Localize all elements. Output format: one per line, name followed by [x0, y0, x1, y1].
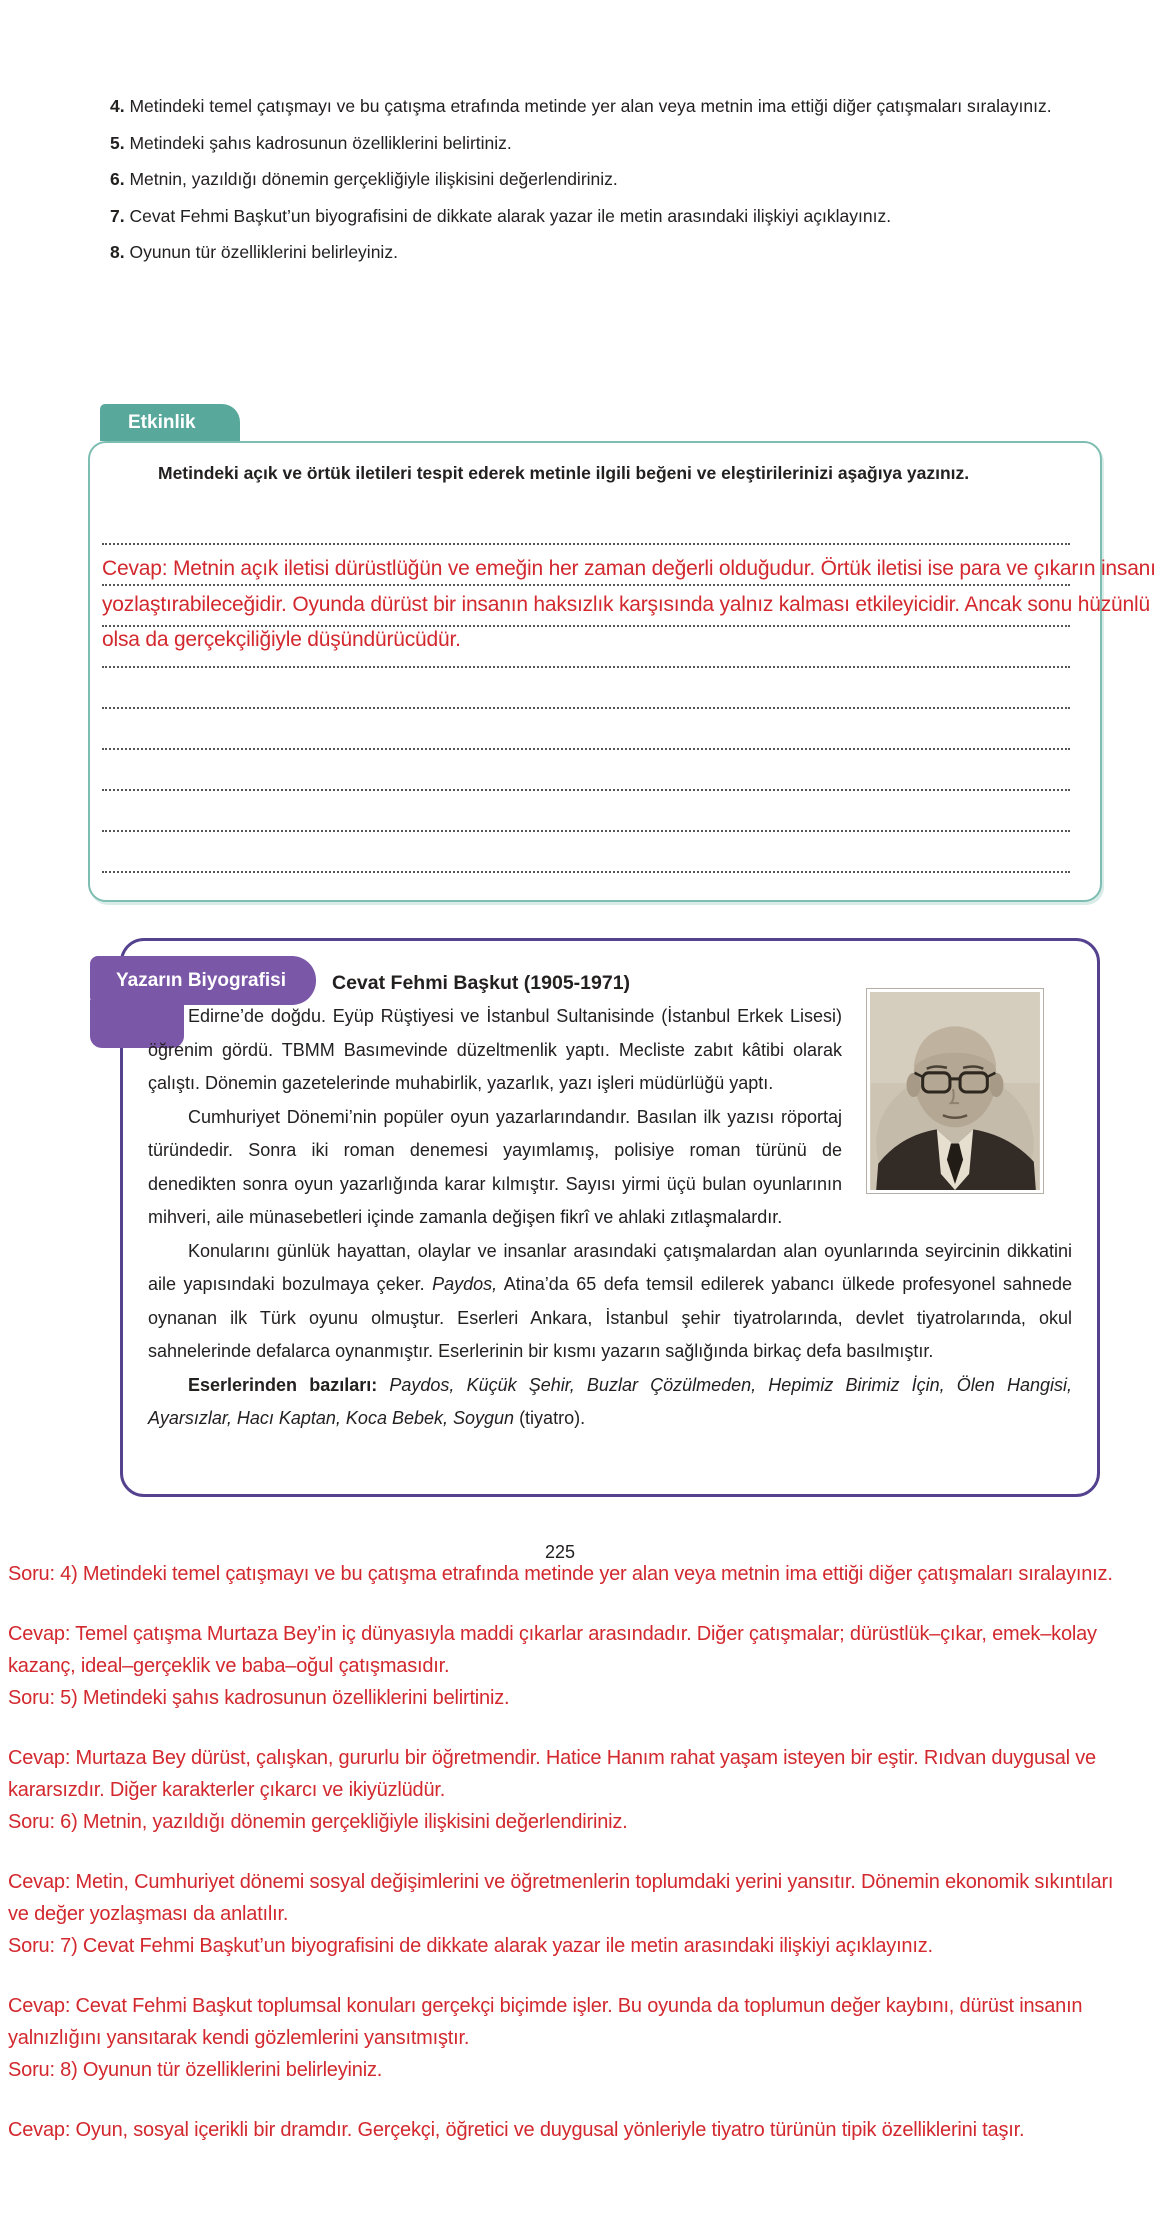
activity-tab: Etkinlik — [100, 404, 240, 441]
works-suffix: (tiyatro). — [519, 1408, 586, 1428]
works-label: Eserlerinden bazıları: — [188, 1374, 378, 1395]
works-list: Paydos, Küçük Şehir, Buzlar Çözülmeden, Hepimiz Birimiz İçin, Ölen Hangisi, Ayarsızlar, Hacı Kaptan, Koca Bebek, Soygun — [148, 1374, 1072, 1428]
question-number: 7. — [110, 205, 125, 226]
question-6 — [72, 161, 1098, 198]
paragraph-text: Konularını günlük hayattan, olaylar ve insanlar arasındaki çatışmalardan alan oyunlarında seyircinin dikkatini aile yapısındaki bozulmaya çeker. — [148, 1240, 1072, 1294]
work-title: Paydos, — [432, 1274, 498, 1294]
biography-paragraph-1: Edirne’de doğdu. Eyüp Rüştiyesi ve İstanbul Sultanisinde (İstanbul Erkek Lisesi) öğrenim gördü. TBMM Basımevinde düzeltmenlik yaptı. Mecliste zabıt kâtibi olarak çalıştı. Dönemin gazetelerinde muhabirlik, yazarlık, yazı işleri müdürlüğü yaptı. — [148, 1006, 842, 1093]
qa-question-8: Soru: 8) Oyunun tür özelliklerini belirleyiniz. — [8, 2059, 383, 2081]
biography-text — [148, 1000, 1072, 1436]
photo-wrap-spacer — [842, 1000, 1072, 1196]
question-8 — [72, 234, 1098, 271]
qa-answer-5: Cevap: Murtaza Bey dürüst, çalışkan, gururlu bir öğretmendir. Hatice Hanım rahat yaşam isteyen bir eştir. Rıdvan duygusal ve kararsızdır. Diğer karakterler çıkarcı ve ikiyüzlüdür. — [8, 1747, 1096, 1801]
qa-question-6: Soru: 6) Metnin, yazıldığı dönemin gerçekliğiyle ilişkisini değerlendiriniz. — [8, 1811, 628, 1833]
biography-title: Cevat Fehmi Başkut (1905-1971) — [332, 972, 631, 994]
qa-answer-8: Cevap: Oyun, sosyal içerikli bir dramdır. Gerçekçi, öğretici ve duygusal yönleriyle tiyatro türünün tipik özelliklerini taşır. — [8, 2119, 1025, 2141]
question-text: Metindeki temel çatışmayı ve bu çatışma etrafında metinde yer alan veya metnin ima ettiği diğer çatışmaları sıralayınız. — [129, 96, 1052, 116]
question-number: 8. — [110, 242, 125, 262]
activity-box — [88, 441, 1102, 902]
page-number: 225 — [544, 1542, 576, 1562]
answer-line — [102, 543, 1070, 545]
question-4 — [72, 88, 1098, 125]
answer-line — [102, 707, 1070, 709]
biography-paragraph-3 — [148, 1235, 1072, 1369]
answer-line — [102, 748, 1070, 750]
question-text: Metnin, yazıldığı dönemin gerçekliğiyle ilişkisini değerlendiriniz. — [129, 169, 618, 189]
qa-answer-4: Cevap: Temel çatışma Murtaza Bey’in iç dünyasıyla maddi çıkarlar arasındadır. Diğer çatışmalar; dürüstlük–çıkar, emek–kolay kazanç, ideal–gerçeklik ve baba–oğul çatışmasıdır. — [8, 1623, 1097, 1677]
question-7 — [72, 198, 1098, 235]
paragraph-text: Atina’da 65 defa temsil edilerek yabancı ülkede profesyonel sahnede oynanan ilk Türk oyunu olmuştur. Eserleri Ankara, İstanbul şehir tiyatrolarında, devlet tiyatrolarında, okul sahnelerinde defalarca oynanmıştır. Eserlerinin bir kısmı yazarın sağlığında birkaç defa basılmıştır. — [148, 1274, 1073, 1361]
activity-instruction: Metindeki açık ve örtük iletileri tespit ederek metinle ilgili beğeni ve eleştirilerinizi aşağıya yazınız. — [158, 463, 970, 483]
question-number: 4. — [110, 96, 125, 116]
qa-question-5: Soru: 5) Metindeki şahıs kadrosunun özelliklerini belirtiniz. — [8, 1687, 510, 1709]
question-list — [72, 88, 1098, 271]
qa-answer-6: Cevap: Metin, Cumhuriyet dönemi sosyal değişimlerini ve öğretmenlerin toplumdaki yerini yansıtır. Dönemin ekonomik sıkıntıları ve değer yozlaşması da anlatılır. — [8, 1871, 1114, 1925]
question-5 — [72, 125, 1098, 162]
answer-line — [102, 871, 1070, 873]
biography-tab: Yazarın Biyografisi — [90, 956, 316, 1005]
qa-question-4: Soru: 4) Metindeki temel çatışmayı ve bu çatışma etrafında metinde yer alan veya metnin ima ettiği diğer çatışmaları sıralayınız. — [8, 1563, 1113, 1585]
answer-line — [102, 789, 1070, 791]
activity-handwritten-answer: Cevap: Metnin açık iletisi dürüstlüğün ve emeğin her zaman değerli olduğudur. Örtük iletisi ise para ve çıkarın insanı yozlaştırabileceğidir. Oyunda dürüst bir insanın haksızlık karşısında yalnız kalması etkileyicidir. Ancak sonu hüzünlü olsa da gerçekçiliğiyle düşündürücüdür. — [102, 557, 1156, 651]
question-text: Metindeki şahıs kadrosunun özelliklerini belirtiniz. — [129, 132, 512, 153]
biography-paragraph-2: Cumhuriyet Dönemi’nin popüler oyun yazarlarındandır. Basılan ilk yazısı röportaj türündedir. Sonra iki roman denemesi yayımlamış, polisiye roman türünü de denedikten sonra oyun yazarlığında karar kılmıştır. Sayısı yirmi üçü bulan oyunlarının mihveri, aile münasebetleri içinde zamanla değişen fikrî ve ahlaki zıtlaşmalardır. — [148, 1106, 842, 1227]
biography-works — [148, 1369, 1072, 1436]
question-text: Cevat Fehmi Başkut’un biyografisini de dikkate alarak yazar ile metin arasındaki ilişkiyi açıklayınız. — [129, 205, 892, 226]
handwritten-qa-block — [8, 1558, 1116, 2146]
question-number: 6. — [110, 169, 125, 189]
answer-line — [102, 830, 1070, 832]
qa-answer-7: Cevap: Cevat Fehmi Başkut toplumsal konuları gerçekçi biçimde işler. Bu oyunda da toplumun değer kaybını, dürüst insanın yalnızlığını yansıtarak kendi gözlemlerini yansıtmıştır. — [8, 1995, 1083, 2049]
question-number: 5. — [110, 132, 125, 153]
question-text: Oyunun tür özelliklerini belirleyiniz. — [129, 242, 398, 262]
answer-line — [102, 666, 1070, 668]
qa-question-7: Soru: 7) Cevat Fehmi Başkut’un biyografisini de dikkate alarak yazar ile metin arasındaki ilişkiyi açıklayınız. — [8, 1935, 933, 1957]
